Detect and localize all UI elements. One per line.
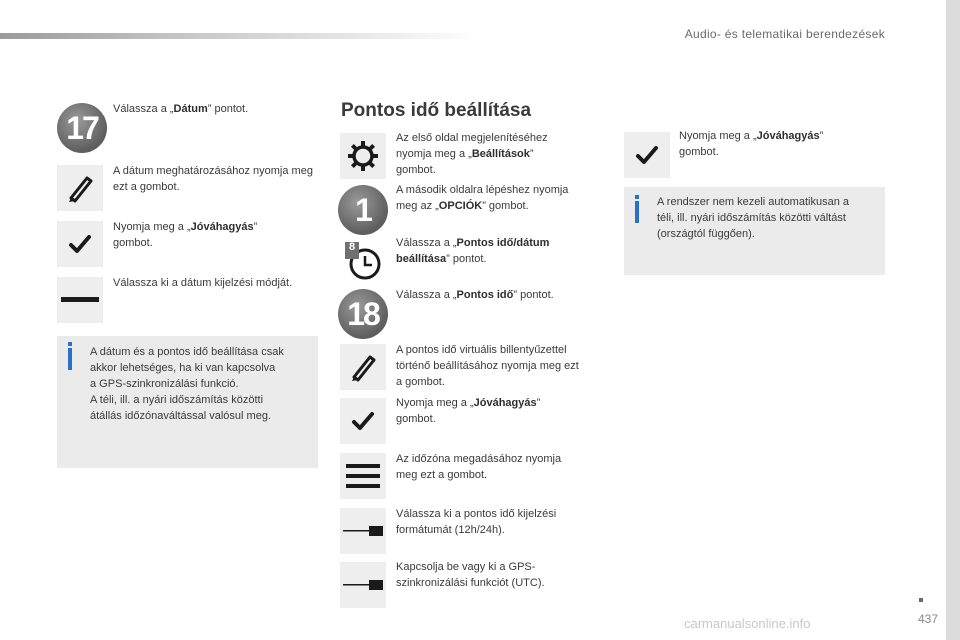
step-text-time-format: Válassza ki a pontos idő kijelzési formátumát (12h/24h).: [396, 508, 557, 536]
step-badge-18: 18: [338, 289, 388, 339]
step-text-timezone: Az időzóna megadásához nyomja meg ezt a gombot.: [396, 453, 562, 481]
info-icon: [635, 201, 639, 223]
menu-list-icon: [340, 453, 386, 499]
step-text-confirm-time: Nyomja meg a „Jóváhagyás” gombot.: [396, 397, 541, 425]
step-text-confirm: Nyomja meg a „Jóváhagyás” gombot.: [113, 221, 258, 249]
section-title: Pontos idő beállítása: [341, 100, 532, 121]
step-text-options: A második oldalra lépéshez nyomja meg az „OPCIÓK” gombot.: [396, 184, 569, 212]
step-text-set-time: A pontos idő virtuális billentyűzettel történő beállításához nyomja meg ezt a gombot.: [396, 344, 579, 388]
checkmark-icon: [340, 398, 386, 444]
pencil-icon: [57, 165, 103, 211]
page-number: 437: [917, 612, 938, 626]
clock-icon: [340, 238, 386, 284]
header-gradient-bar: [0, 33, 480, 39]
step-text-settings: Az első oldal megjelenítéséhez nyomja meg a „Beállítások” gombot.: [396, 132, 548, 176]
chapter-title: Audio- és telematikai berendezések: [684, 27, 885, 41]
pencil-icon: [340, 344, 386, 390]
page-edge: [946, 0, 960, 640]
checkmark-icon: [624, 132, 670, 178]
gear-icon: [340, 133, 386, 179]
checkmark-icon: [57, 221, 103, 267]
step-text-time: Válassza a „Pontos idő” pontot.: [396, 289, 554, 301]
toggle-switch-icon: [340, 508, 386, 554]
step-badge-17: 17: [57, 103, 107, 153]
page-marker: [919, 598, 923, 602]
watermark: carmanualsonline.info: [684, 616, 811, 631]
format-bar-icon: [57, 277, 103, 323]
step-badge-1: 1: [338, 185, 388, 235]
info-text-left: A dátum és a pontos idő beállítása csak akkor lehetséges, ha ki van kapcsolva a GPS-szinkronizálási funkció. A téli, ill. a nyári időszámítás közötti átállás időzónaváltással valósul meg.: [90, 346, 284, 422]
step-text-time-date: Válassza a „Pontos idő/dátum beállítása” pontot.: [396, 237, 550, 265]
step-text-date-format: Válassza ki a dátum kijelzési módját.: [113, 277, 293, 289]
step-text-date: Válassza a „Dátum” pontot.: [113, 103, 249, 115]
step-text-gps-sync: Kapcsolja be vagy ki a GPS- szinkronizálási funkciót (UTC).: [396, 561, 545, 589]
step-text-confirm-final: Nyomja meg a „Jóváhagyás” gombot.: [679, 130, 824, 158]
clock-icon-number: 8: [349, 241, 356, 253]
info-box-right: [624, 187, 885, 275]
info-icon: [68, 348, 72, 370]
info-text-right: A rendszer nem kezeli automatikusan a téli, ill. nyári időszámítás közötti váltást (országtól függően).: [657, 196, 849, 240]
info-box-left: [57, 336, 318, 468]
step-text-set-date: A dátum meghatározásához nyomja meg ezt a gombot.: [113, 165, 313, 193]
toggle-switch-icon: [340, 562, 386, 608]
